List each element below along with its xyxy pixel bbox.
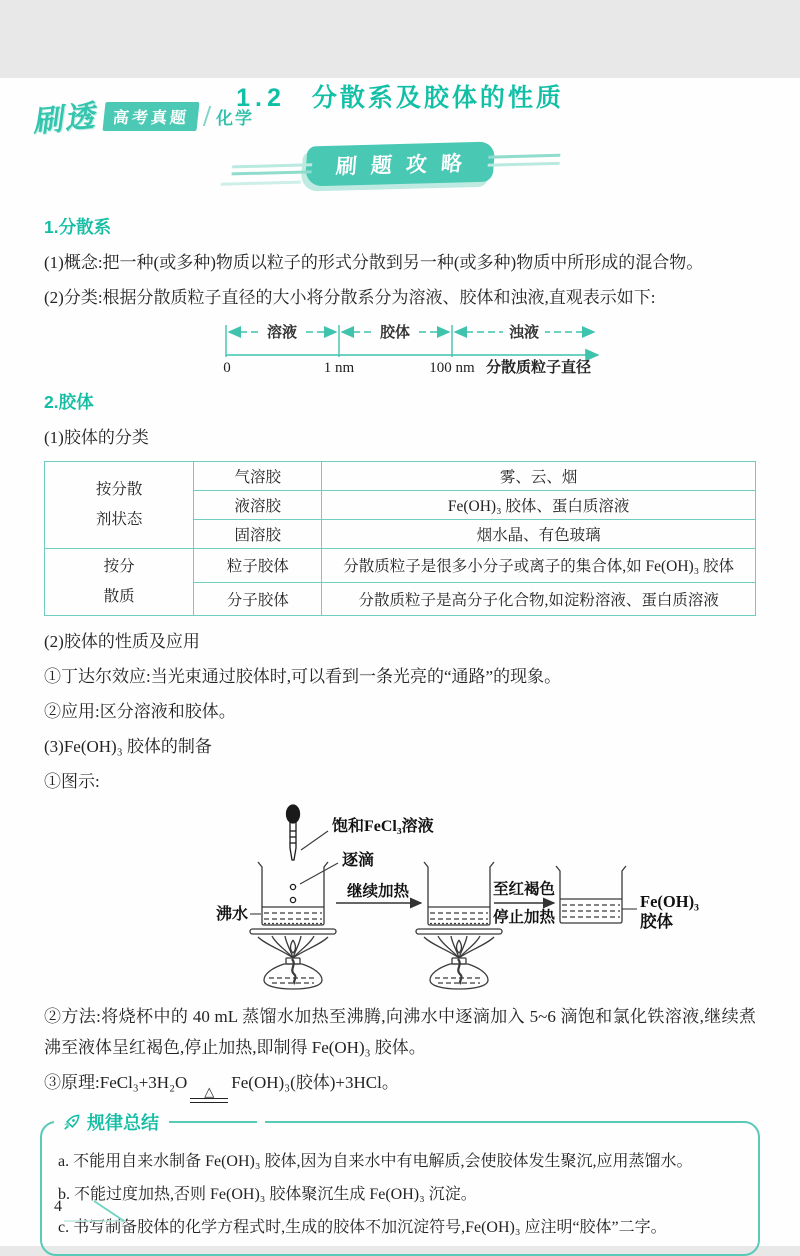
page-footer — [36, 1198, 134, 1224]
product-label-formula: Fe(OH)₃ — [640, 892, 700, 911]
group-label-line: 按分 — [103, 558, 135, 575]
segment-turbid-label: 浊液 — [508, 325, 540, 341]
delta-heat-symbol: △ — [204, 1084, 215, 1099]
leader-line — [301, 831, 328, 850]
tick-100nm-label: 100 nm — [429, 360, 475, 376]
summary-item-a: a. 不能用自来水制备 Fe(OH)₃ 胶体,因为自来水中有电解质,会使胶体发生聚沉,应用蒸馏水。 — [58, 1153, 693, 1170]
summary-box — [40, 1113, 760, 1256]
group-label-line: 散质 — [103, 588, 135, 605]
logo-divider — [203, 106, 211, 126]
footer-decoration — [64, 1198, 134, 1224]
section-heading-dispersion: 1.分散系 — [44, 217, 112, 237]
falling-drop — [290, 897, 295, 902]
summary-title-text: 规律总结 — [87, 1113, 159, 1133]
equation-right: Fe(OH)₃(胶体)+3HCl。 — [231, 1073, 399, 1092]
cell-type: 气溶胶 — [194, 462, 322, 491]
burner-beaker-1 — [250, 862, 336, 989]
cell-example: Fe(OH)₃ 胶体、蛋白质溶液 — [322, 491, 756, 520]
burner-beaker-2 — [416, 862, 502, 989]
para-classification: (2)分类:根据分散质粒子直径的大小将分散系分为溶液、胶体和浊液,直观表示如下: — [44, 288, 656, 307]
para-sub-preparation: (3)Fe(OH)₃ 胶体的制备 — [44, 737, 212, 756]
arrow2-bottom-label: 停止加热 — [492, 909, 556, 926]
table-row — [45, 549, 756, 583]
summary-item-c: c. 书写制备胶体的化学方程式时,生成的胶体不加沉淀符号,Fe(OH)₃ 应注明“胶体”二字。 — [58, 1219, 667, 1236]
equation-left: FeCl₃+3H₂O — [99, 1073, 188, 1092]
para-concept: (1)概念:把一种(或多种)物质以粒子的形式分散到另一种(或多种)物质中所形成的混合物。 — [44, 253, 704, 272]
page-number: 4 — [54, 1198, 62, 1215]
equation-condition-arrow — [190, 1086, 228, 1103]
cell-example: 分散质粒子是很多小分子或离子的集合体,如 Fe(OH)₃ 胶体 — [322, 549, 756, 583]
tick-1nm-label: 1 nm — [323, 360, 355, 376]
rocket-icon — [62, 1113, 81, 1132]
cell-example: 雾、云、烟 — [322, 462, 756, 491]
double-line — [190, 1098, 228, 1103]
summary-item-b: b. 不能过度加热,否则 Fe(OH)₃ 胶体聚沉生成 Fe(OH)₃ 沉淀。 — [58, 1186, 477, 1203]
header-logo — [30, 94, 255, 141]
tick-0-label: 0 — [223, 360, 231, 376]
para-sub-properties: (2)胶体的性质及应用 — [44, 632, 200, 651]
title-rule-line — [169, 1121, 257, 1123]
cell-type: 固溶胶 — [194, 520, 322, 549]
group-label-line: 按分散 — [95, 481, 143, 498]
page-title-text: 分散系及胶体的性质 — [311, 84, 564, 112]
arrow1-label: 继续加热 — [346, 883, 410, 900]
logo-brand-script: 刷透 — [30, 98, 99, 141]
dropper — [287, 805, 300, 903]
para-sub-classification: (1)胶体的分类 — [44, 428, 149, 447]
para-method: ②方法:将烧杯中的 40 mL 蒸馏水加热至沸腾,向沸水中逐滴加入 5~6 滴饱和氯化铁溶液,继续煮沸至液体呈红褐色,停止加热,即制得 Fe(OH)₃ 胶体。 — [44, 1007, 756, 1057]
page-title-number: 1.2 — [236, 84, 286, 112]
chemical-equation — [99, 1073, 399, 1099]
boiling-water-label: 沸水 — [216, 906, 249, 923]
para-diagram-caption: ①图示: — [44, 772, 100, 791]
table-row — [45, 462, 756, 491]
axis-title: 分散质粒子直径 — [486, 360, 592, 376]
group-label-line: 剂状态 — [95, 511, 143, 528]
leader-line — [300, 863, 338, 884]
para-application: ②应用:区分溶液和胶体。 — [44, 702, 236, 721]
cell-example: 烟水晶、有色玻璃 — [322, 520, 756, 549]
cell-type: 粒子胶体 — [194, 549, 322, 583]
textbook-page — [0, 78, 800, 1246]
cell-type: 液溶胶 — [194, 491, 322, 520]
colloid-classification-table — [44, 461, 756, 616]
summary-box-title — [54, 1109, 265, 1135]
falling-drop — [290, 884, 295, 889]
particle-size-numberline — [222, 317, 612, 375]
preparation-diagram — [194, 801, 700, 995]
product-label-colloid: 胶体 — [640, 912, 673, 931]
logo-subject-label: 化学 — [216, 108, 255, 128]
para-principle — [44, 1067, 756, 1103]
arrow2-top-label: 至红褐色 — [492, 881, 556, 898]
dropwise-label: 逐滴 — [342, 852, 375, 869]
group-label-dispersant — [45, 462, 194, 549]
section-heading-colloid: 2.胶体 — [44, 392, 94, 412]
banner-row — [0, 144, 800, 184]
cell-type: 分子胶体 — [194, 582, 322, 616]
segment-colloid-label: 胶体 — [379, 325, 411, 341]
page-content — [0, 214, 800, 1103]
principle-label: ③原理: — [44, 1073, 100, 1092]
logo-series-badge: 高考真题 — [102, 102, 199, 131]
dropper-label: 饱和FeCl₃溶液 — [332, 818, 434, 835]
dropper-bulb — [287, 805, 300, 823]
segment-solution-label: 溶液 — [266, 325, 298, 341]
cell-example: 分散质粒子是高分子化合物,如淀粉溶液、蛋白质溶液 — [322, 582, 756, 616]
chapter-banner: 刷题攻略 — [304, 141, 495, 186]
product-beaker — [556, 866, 626, 923]
para-tyndall: ①丁达尔效应:当光束通过胶体时,可以看到一条光亮的“通路”的现象。 — [44, 667, 562, 686]
group-label-dispersoid — [45, 549, 194, 616]
